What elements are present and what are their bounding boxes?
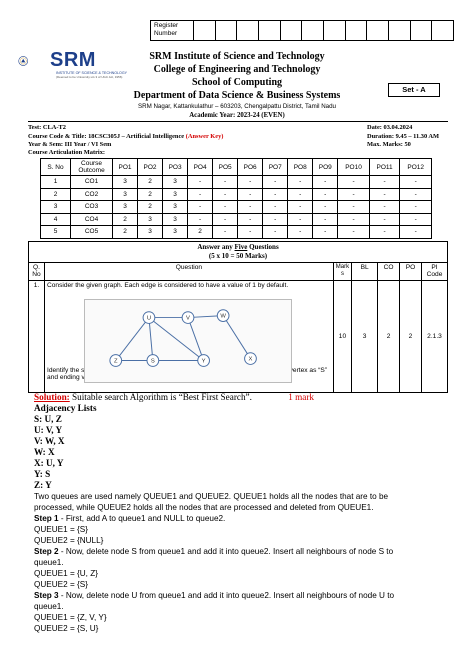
register-cell[interactable]: [346, 21, 368, 40]
adjacency-item: X: U, Y: [34, 458, 64, 468]
table-cell: 2: [138, 188, 163, 201]
step-2: Step 2 - Now, delete node S from queue1 and add it into queue2. Insert all neighbours of node S to: [34, 547, 394, 556]
graph-node-label: W: [220, 313, 226, 320]
column-header: Mark s: [333, 263, 351, 281]
table-cell: -: [188, 188, 213, 201]
graph-node-label: U: [146, 315, 152, 322]
exam-date: Date: 03.04.2024: [367, 124, 413, 131]
column-header: PO8: [288, 159, 313, 176]
table-cell: -: [288, 213, 313, 226]
table-cell: -: [238, 176, 263, 189]
table-cell: -: [369, 213, 400, 226]
question-instructions: Answer any Five Questions (5 x 10 = 50 Marks): [29, 242, 448, 263]
table-cell: 3: [163, 188, 188, 201]
queue1-state: QUEUE1 = {Z, V, Y}: [34, 613, 107, 622]
table-cell: -: [213, 176, 238, 189]
table-cell: -: [338, 201, 369, 214]
college-name: College of Engineering and Technology: [153, 64, 321, 75]
table-cell: -: [288, 188, 313, 201]
table-row: [41, 213, 432, 226]
divider: [28, 121, 448, 122]
table-row: [41, 201, 432, 214]
table-cell: -: [400, 226, 432, 239]
table-cell: CO5: [71, 226, 113, 239]
table-cell: -: [369, 201, 400, 214]
column-header: Question: [44, 263, 333, 281]
queue1-state: QUEUE1 = {U, Z}: [34, 569, 98, 578]
table-cell: -: [213, 188, 238, 201]
five-emphasis: Five: [234, 243, 248, 251]
table-cell: -: [213, 201, 238, 214]
table-cell: -: [188, 201, 213, 214]
table-cell: 1: [41, 176, 71, 189]
question-po: 2: [400, 281, 422, 393]
register-cell[interactable]: [216, 21, 238, 40]
table-cell: -: [313, 226, 338, 239]
step-label: Step 1: [34, 514, 59, 523]
logo-tagline: (Deemed to be University u/s 3 of UGC Act, 1956): [56, 75, 123, 79]
search-graph-diagram: [84, 299, 292, 383]
table-cell: 2: [138, 176, 163, 189]
graph-node-label: X: [248, 356, 253, 363]
table-cell: -: [400, 201, 432, 214]
queue2-state: QUEUE2 = {S, U}: [34, 624, 99, 633]
academic-year: Academic Year: 2023-24 (EVEN): [189, 112, 285, 119]
question-marks: 10: [333, 281, 351, 393]
adjacency-item: Y: S: [34, 469, 51, 479]
table-cell: -: [313, 188, 338, 201]
adjacency-item: Z: Y: [34, 480, 52, 490]
test-name: Test: CLA-T2: [28, 124, 66, 131]
year-semester: Year & Sem: III Year / VI Sem: [28, 141, 112, 148]
table-cell: CO3: [71, 201, 113, 214]
marks-scheme: (5 x 10 = 50 Marks): [208, 252, 268, 260]
articulation-rows: [41, 176, 432, 239]
table-cell: -: [400, 176, 432, 189]
set-badge: Set - A: [388, 83, 440, 97]
table-cell: 2: [41, 188, 71, 201]
table-cell: -: [213, 226, 238, 239]
table-cell: -: [263, 226, 288, 239]
table-cell: -: [338, 188, 369, 201]
solution-mark: 1 mark: [288, 392, 315, 402]
register-cell[interactable]: [302, 21, 324, 40]
course-title: [28, 133, 223, 140]
course-code-title: Course Code & Title: 18CSC305J – Artificial Intelligence: [28, 133, 185, 140]
table-cell: 3: [138, 226, 163, 239]
intro-line: Two queues are used namely QUEUE1 and QUEUE2. QUEUE1 holds all the nodes that are to be: [34, 492, 389, 501]
graph-node-label: S: [150, 358, 155, 365]
institute-name: SRM Institute of Science and Technology: [149, 51, 325, 62]
adjacency-item: W: X: [34, 447, 55, 457]
question-prompt: Identify the searching algorithm that we can apply for the above graph with starting vertex as “S” and ending vertex as “X”.: [46, 367, 327, 381]
register-number-label: Register Number: [151, 21, 194, 40]
column-header: PO3: [163, 159, 188, 176]
column-header: BL: [352, 263, 378, 281]
table-cell: -: [313, 213, 338, 226]
table-cell: -: [238, 226, 263, 239]
queue2-state: QUEUE2 = {S}: [34, 580, 88, 589]
step-2-continued: queue1.: [34, 558, 64, 567]
table-cell: -: [338, 176, 369, 189]
table-cell: -: [288, 201, 313, 214]
register-number-box: [150, 20, 454, 41]
question-bl: 3: [352, 281, 378, 393]
graph-node-label: V: [186, 315, 190, 322]
queue2-state: QUEUE2 = {NULL}: [34, 536, 104, 545]
table-cell: -: [188, 213, 213, 226]
table-cell: -: [369, 226, 400, 239]
table-cell: -: [400, 213, 432, 226]
table-cell: CO1: [71, 176, 113, 189]
column-header: CO: [378, 263, 400, 281]
table-cell: -: [263, 201, 288, 214]
step-3: Step 3 - Now, delete node U from queue1 and add it into queue2. Insert all neighbours of node U to: [34, 591, 395, 600]
solution-text: Suitable search Algorithm is “Best First Search”.: [69, 392, 252, 402]
table-header-row: [41, 159, 432, 176]
table-cell: -: [263, 188, 288, 201]
register-cell[interactable]: [389, 21, 411, 40]
table-cell: -: [313, 201, 338, 214]
address: SRM Nagar, Kattankulathur – 603203, Chengalpattu District, Tamil Nadu: [138, 103, 336, 110]
step-3-continued: queue1.: [34, 602, 64, 611]
table-row: [41, 226, 432, 239]
table-cell: 4: [41, 213, 71, 226]
adjacency-item: V: W, X: [34, 436, 65, 446]
question-pi-code: 2.1.3: [421, 281, 447, 393]
table-row: [41, 188, 432, 201]
step-1: Step 1 - First, add A to queue1 and NULL to queue2.: [34, 514, 226, 523]
table-cell: 2: [188, 226, 213, 239]
column-header: PO11: [369, 159, 400, 176]
table-cell: -: [238, 213, 263, 226]
adjacency-item: U: V, Y: [34, 425, 63, 435]
step-label: Step 3: [34, 591, 59, 600]
question-title-row: [29, 242, 448, 263]
column-header: PO9: [313, 159, 338, 176]
register-cell[interactable]: [411, 21, 433, 40]
table-cell: -: [338, 226, 369, 239]
table-cell: 3: [163, 201, 188, 214]
question-co: 2: [378, 281, 400, 393]
max-marks: Max. Marks: 50: [367, 141, 411, 148]
table-cell: -: [288, 226, 313, 239]
column-header: PI Code: [421, 263, 447, 281]
column-header: Q. No: [29, 263, 45, 281]
adjacency-item: S: U, Z: [34, 414, 62, 424]
table-cell: 3: [138, 213, 163, 226]
table-cell: -: [338, 213, 369, 226]
adjacency-title: Adjacency Lists: [34, 403, 97, 413]
column-header: PO1: [113, 159, 138, 176]
column-header: PO5: [213, 159, 238, 176]
intro-line: processed, while QUEUE2 holds all the nodes that are processed and deleted from QUEUE1.: [34, 503, 374, 512]
answer-key-label: (Answer Key): [185, 133, 224, 140]
school-name: School of Computing: [191, 77, 282, 88]
register-cell[interactable]: [259, 21, 281, 40]
logo-wordmark: SRM: [50, 49, 96, 71]
column-header: PO6: [238, 159, 263, 176]
table-cell: -: [238, 188, 263, 201]
table-cell: -: [188, 176, 213, 189]
column-header: PO: [400, 263, 422, 281]
table-cell: -: [238, 201, 263, 214]
register-cell[interactable]: [237, 21, 259, 40]
table-cell: 3: [163, 176, 188, 189]
graph-node-label: Y: [201, 358, 206, 365]
table-cell: 3: [41, 201, 71, 214]
table-cell: 2: [113, 226, 138, 239]
table-cell: 5: [41, 226, 71, 239]
table-cell: 3: [113, 188, 138, 201]
table-cell: -: [263, 213, 288, 226]
table-cell: -: [313, 176, 338, 189]
table-cell: CO4: [71, 213, 113, 226]
solution-label: Solution:: [34, 392, 70, 402]
register-cell[interactable]: [367, 21, 389, 40]
table-cell: -: [369, 188, 400, 201]
logo-subtitle: INSTITUTE OF SCIENCE & TECHNOLOGY: [56, 71, 128, 75]
column-header: PO12: [400, 159, 432, 176]
solution-line: [34, 392, 314, 404]
department-name: Department of Data Science & Business Systems: [133, 90, 341, 101]
table-cell: -: [263, 176, 288, 189]
column-header: PO4: [188, 159, 213, 176]
table-cell: -: [400, 188, 432, 201]
step-label: Step 2: [34, 547, 59, 556]
column-header: PO10: [338, 159, 369, 176]
table-cell: 3: [113, 201, 138, 214]
question-text: Consider the given graph. Each edge is considered to have a value of 1 by default.: [46, 282, 289, 289]
column-header: Course Outcome: [71, 159, 113, 176]
table-cell: 2: [113, 213, 138, 226]
table-header-row: [29, 263, 448, 281]
articulation-matrix-title: Course Articulation Matrix:: [28, 149, 106, 156]
register-cell[interactable]: [432, 21, 453, 40]
register-cell[interactable]: [281, 21, 303, 40]
table-cell: CO2: [71, 188, 113, 201]
table-cell: -: [288, 176, 313, 189]
table-cell: 3: [113, 176, 138, 189]
graph-node-label: Z: [113, 358, 118, 365]
table-cell: -: [213, 213, 238, 226]
articulation-matrix-table: [40, 158, 432, 239]
table-cell: -: [369, 176, 400, 189]
table-cell: 2: [138, 201, 163, 214]
table-row: [41, 176, 432, 189]
queue1-state: QUEUE1 = {S}: [34, 525, 88, 534]
column-header: S. No: [41, 159, 71, 176]
register-cell[interactable]: [194, 21, 216, 40]
table-cell: 3: [163, 213, 188, 226]
register-cell[interactable]: [324, 21, 346, 40]
column-header: PO7: [263, 159, 288, 176]
column-header: PO2: [138, 159, 163, 176]
question-number: 1.: [29, 281, 45, 393]
duration: Duration: 9.45 – 11.30 AM: [367, 133, 440, 140]
table-cell: 3: [163, 226, 188, 239]
